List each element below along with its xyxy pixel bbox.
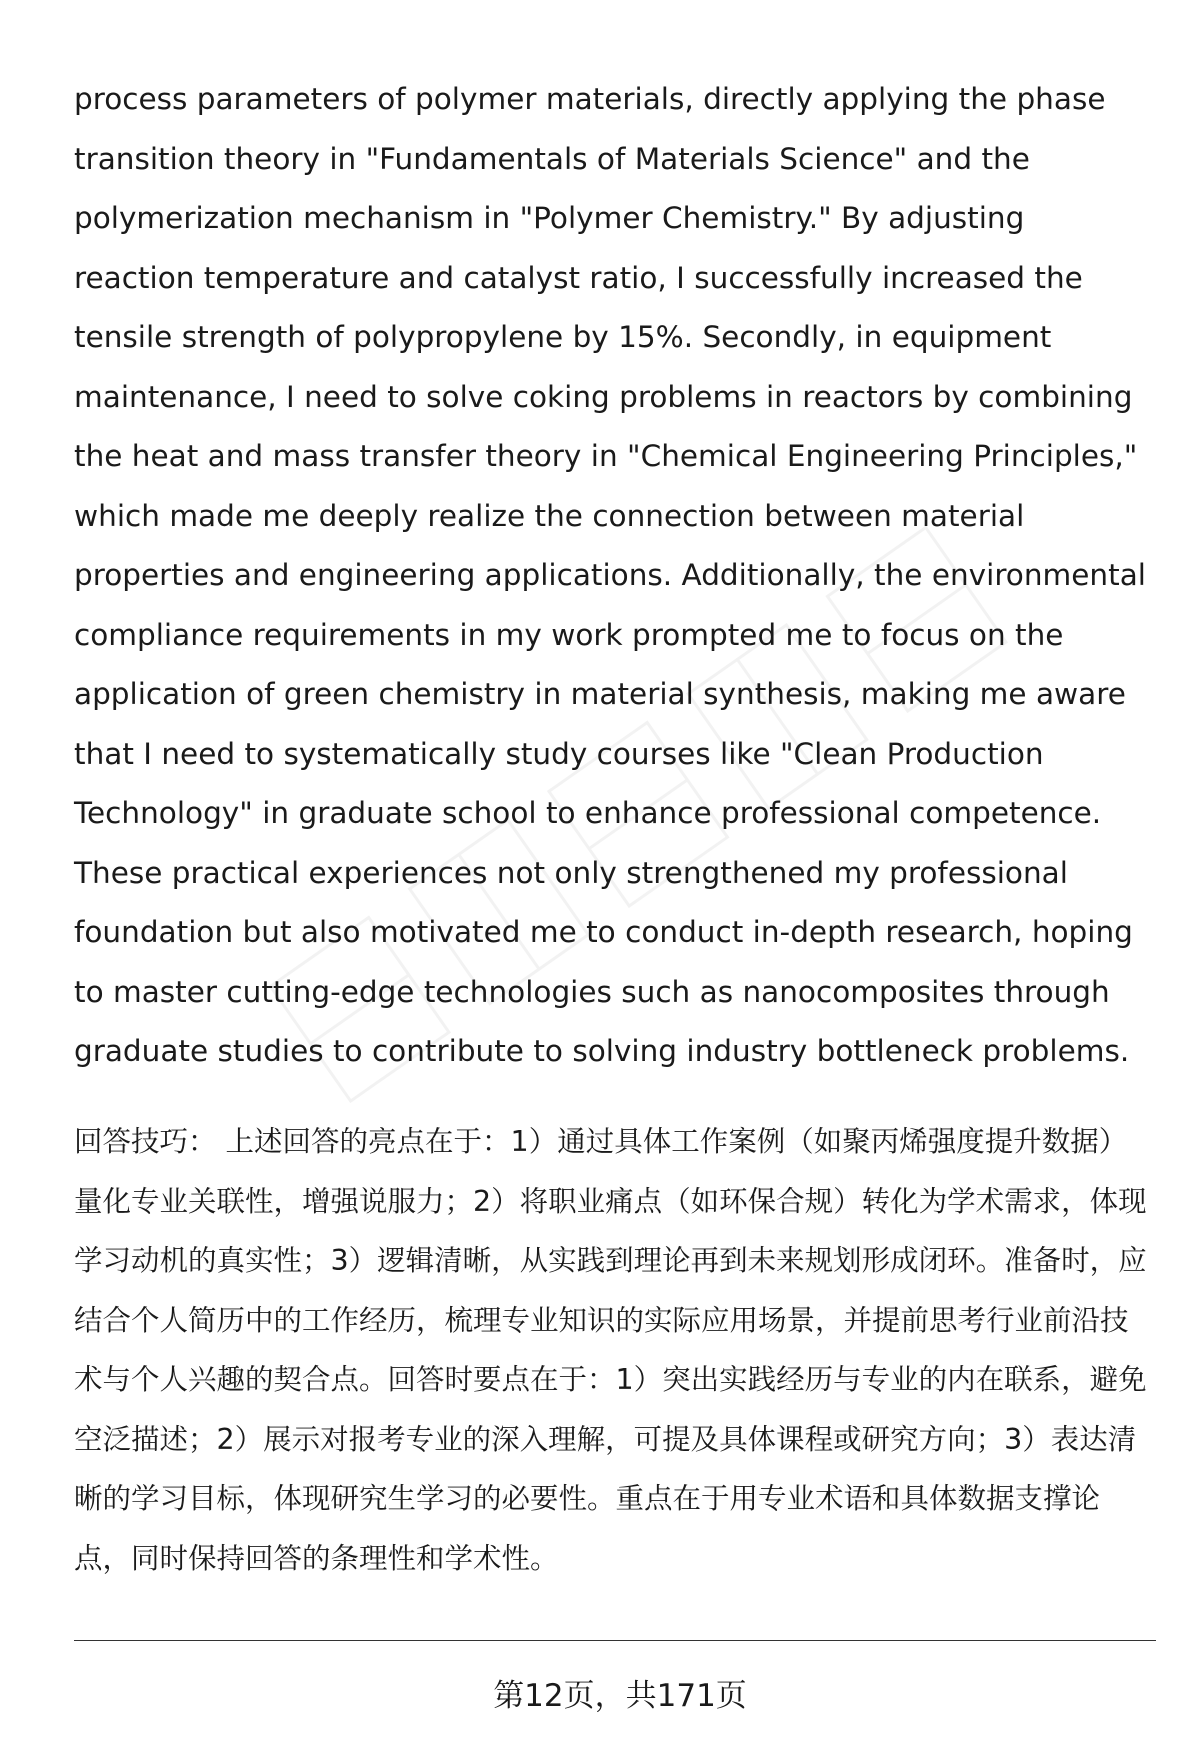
footer-divider	[74, 1640, 1156, 1641]
page-number: 第12页，共171页	[493, 1678, 747, 1714]
answer-paragraph: process parameters of polymer materials, directly applying the phase transition theory in "Fundamentals of Materials Science" and the polymerization mechanism in "Polymer Chemistry." By adjusting reaction temperature and catalyst ratio, I successfully increased the tensile strength of polypropylene by 15%. Secondly, in equipment maintenance, I need to solve coking problems in reactors by combining the heat and mass transfer theory in "Chemical Engineering Principles," which made me deeply realize the connection between material properties and engineering applications. Additionally, the environmental compliance requirements in my work prompted me to focus on the application of green chemistry in material synthesis, making me aware that I need to systematically study courses like "Clean Production Technology" in graduate school to enhance professional competence. These practical experiences not only strengthened my professional foundation but also motivated me to conduct in-depth research, hoping to master cutting-edge technologies such as nanocomposites through graduate studies to contribute to solving industry bottleneck problems.	[74, 82, 1146, 1068]
answer-tips-paragraph: 回答技巧： 上述回答的亮点在于：1）通过具体工作案例（如聚丙烯强度提升数据）量化专业关联性，增强说服力；2）将职业痛点（如环保合规）转化为学术需求，体现学习动机的真实性；3）逻辑清晰，从实践到理论再到未来规划形成闭环。准备时，应结合个人简历中的工作经历，梳理专业知识的实际应用场景，并提前思考行业前沿技术与个人兴趣的契合点。回答时要点在于：1）突出实践经历与专业的内在联系，避免空泛描述；2）展示对报考专业的深入理解，可提及具体课程或研究方向；3）表达清晰的学习目标，体现研究生学习的必要性。重点在于用专业术语和具体数据支撑论点，同时保持回答的条理性和学术性。	[74, 1125, 1147, 1575]
